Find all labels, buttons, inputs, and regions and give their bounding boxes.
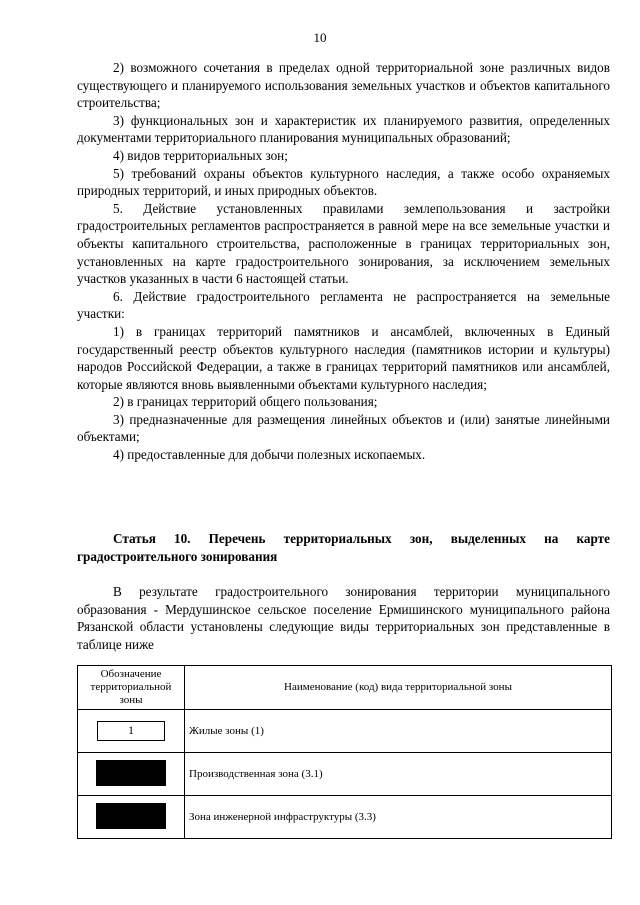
zone-symbol-cell bbox=[78, 796, 185, 839]
zones-table bbox=[77, 665, 612, 839]
zone-swatch: 1 bbox=[97, 721, 165, 741]
table-row bbox=[78, 753, 612, 796]
zone-symbol-cell bbox=[78, 710, 185, 753]
paragraph: 4) предоставленные для добычи полезных ископаемых. bbox=[113, 447, 426, 463]
intro-paragraph: В результате градостроительного зонирования территории муниципального образования - Мердушинское сельское поселение Ермишинского муниципального района Рязанской области установлены следующие виды территориальных зон представленные в таблице ниже bbox=[77, 584, 610, 652]
body-text bbox=[77, 59, 610, 464]
zone-name: Жилые зоны (1) bbox=[185, 710, 612, 753]
paragraph: 6. Действие градостроительного регламента не распространяется на земельные участки: bbox=[77, 288, 610, 322]
header-symbol: Обозначение территориальной зоны bbox=[78, 666, 185, 710]
paragraph: 2) в границах территорий общего пользования; bbox=[113, 394, 378, 410]
paragraph: 5) требований охраны объектов культурного наследия, а также особо охраняемых природных территорий, и иных природных объектов. bbox=[77, 165, 610, 199]
table-row bbox=[78, 796, 612, 839]
zone-swatch bbox=[96, 803, 166, 829]
paragraph: 3) функциональных зон и характеристик их планируемого развития, определенных документами территориального планирования муниципальных образований; bbox=[77, 112, 610, 146]
zone-name: Зона инженерной инфраструктуры (3.3) bbox=[185, 796, 612, 839]
zone-symbol-cell bbox=[78, 753, 185, 796]
paragraph: 1) в границах территорий памятников и ансамблей, включенных в Единый государственный реестр объектов культурного наследия (памятников истории и культуры) народов Российской Федерации, а также в границах территорий памятников или ансамблей, которые являются вновь выявленными объектами культурного наследия; bbox=[77, 323, 610, 392]
article-heading: Статья 10. Перечень территориальных зон, выделенных на карте градостроительного зонирования bbox=[77, 531, 610, 564]
zone-name: Производственная зона (3.1) bbox=[185, 753, 612, 796]
page-number: 10 bbox=[313, 30, 327, 45]
table-row bbox=[78, 710, 612, 753]
paragraph: 5. Действие установленных правилами землепользования и застройки градостроительных регламентов распространяется в равной мере на все земельные участки и объекты капитального строительства, расположенные в границах территориальных зон, установленных на карте градостроительного зонирования, за исключением земельных участков указанных в части 6 настоящей статьи. bbox=[77, 200, 610, 287]
header-name: Наименование (код) вида территориальной зоны bbox=[185, 666, 612, 710]
paragraph: 4) видов территориальных зон; bbox=[113, 147, 288, 163]
zone-swatch bbox=[96, 760, 166, 786]
paragraph: 2) возможного сочетания в пределах одной территориальной зоне различных видов существующего и планируемого использования земельных участков и объектов капитального строительства; bbox=[77, 60, 610, 111]
paragraph: 3) предназначенные для размещения линейных объектов и (или) занятые линейными объектами; bbox=[77, 411, 610, 445]
table-header-row bbox=[78, 666, 612, 710]
